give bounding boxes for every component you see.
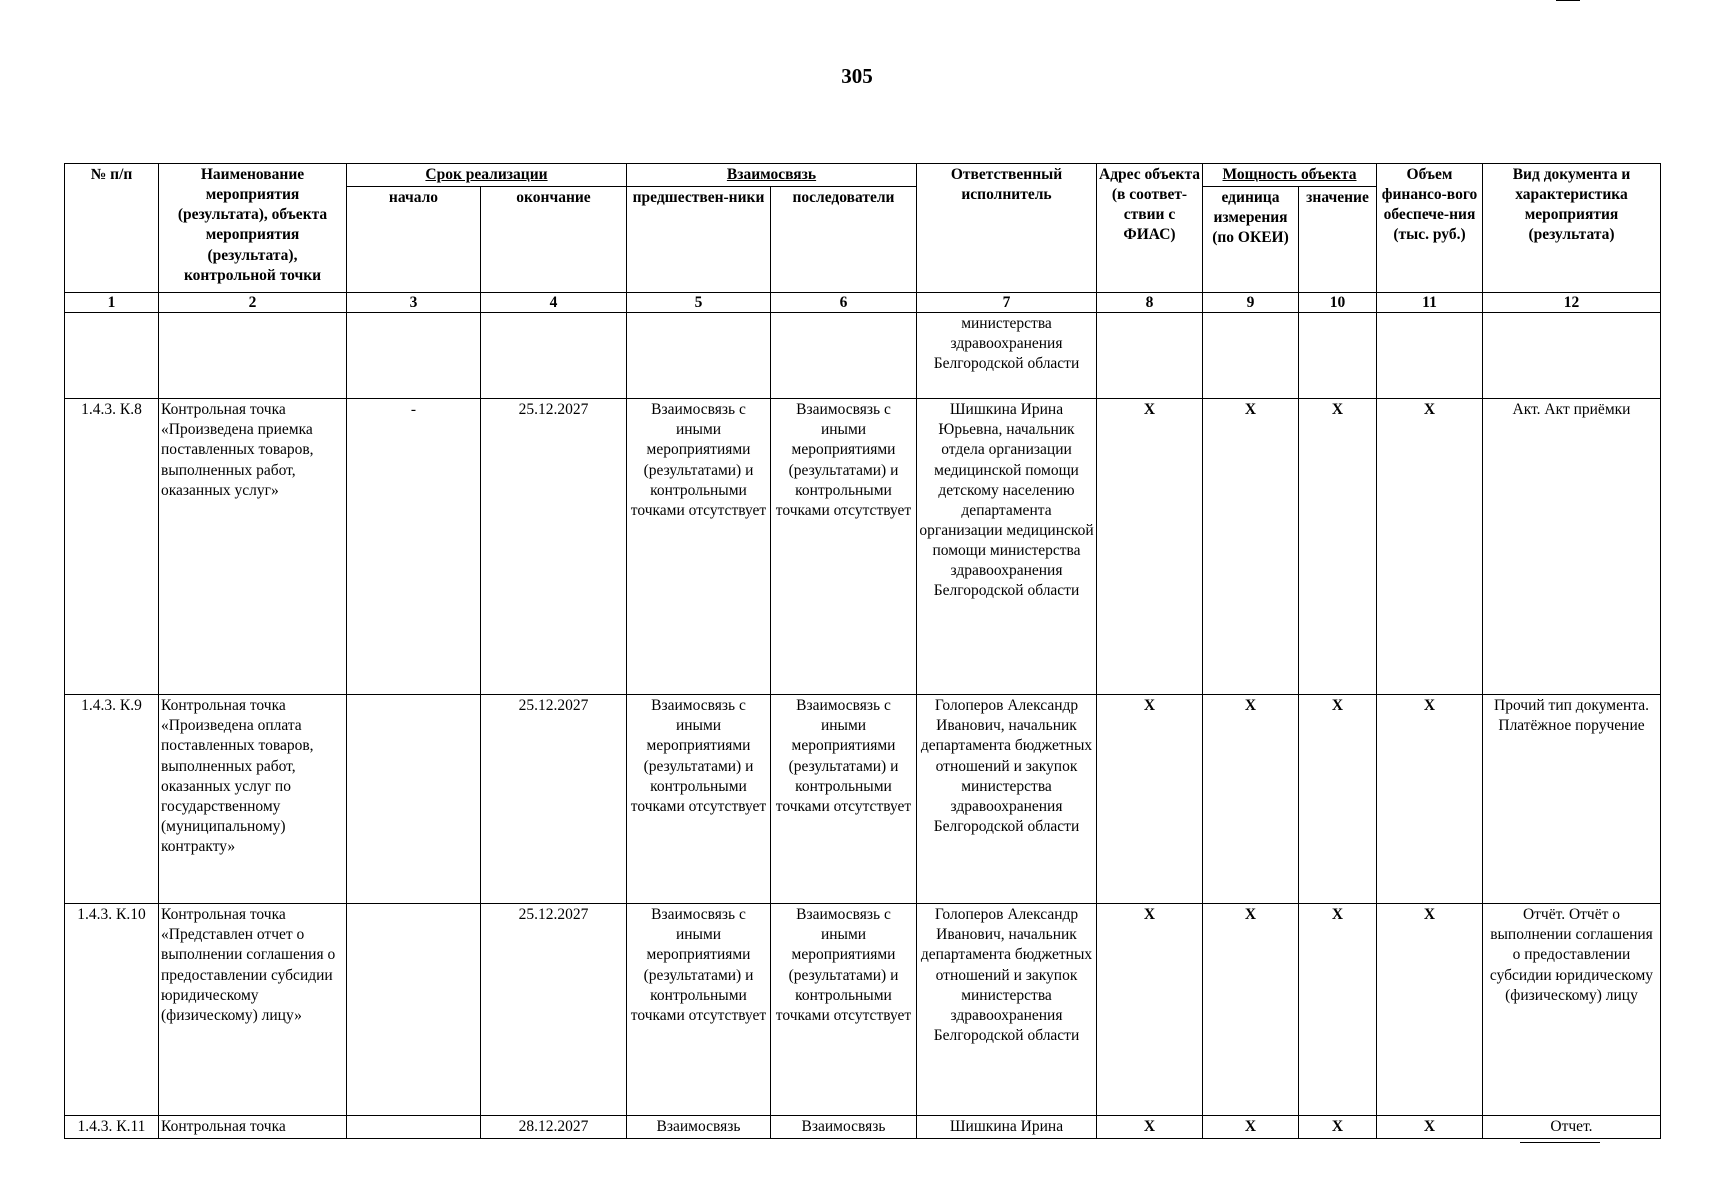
header-num: № п/п (65, 164, 159, 293)
cell-name: Контрольная точка «Произведена приемка поставленных товаров, выполненных работ, оказанных услуг» (159, 399, 347, 695)
column-number: 5 (627, 293, 771, 313)
cell-volume: Х (1377, 399, 1483, 695)
header-capacity: Мощность объекта (1203, 164, 1377, 187)
cell-next: Взаимосвязь с иными мероприятиями (результатами) и контрольными точками отсутствует (771, 904, 917, 1116)
cell-unit (1203, 313, 1299, 399)
scan-mark-line (1556, 0, 1580, 1)
column-number: 7 (917, 293, 1097, 313)
cell-doc: Отчет. (1483, 1116, 1661, 1139)
column-number: 3 (347, 293, 481, 313)
cell-address: Х (1097, 1116, 1203, 1139)
cell-prev: Взаимосвязь с иными мероприятиями (результатами) и контрольными точками отсутствует (627, 904, 771, 1116)
cell-volume: Х (1377, 695, 1483, 904)
column-number: 11 (1377, 293, 1483, 313)
cell-end: 25.12.2027 (481, 695, 627, 904)
cell-doc: Прочий тип документа. Платёжное поручение (1483, 695, 1661, 904)
cell-end: 28.12.2027 (481, 1116, 627, 1139)
header-relation-prev: предшествен-ники (627, 187, 771, 293)
cell-doc: Отчёт. Отчёт о выполнении соглашения о предоставлении субсидии юридическому (физическому) лицу (1483, 904, 1661, 1116)
cell-num: 1.4.3. К.8 (65, 399, 159, 695)
cell-executor: Голоперов Александр Иванович, начальник департамента бюджетных отношений и закупок министерства здравоохранения Белгородской области (917, 695, 1097, 904)
cell-volume: Х (1377, 1116, 1483, 1139)
cell-address: Х (1097, 399, 1203, 695)
header-period-end: окончание (481, 187, 627, 293)
header-volume: Объем финансо-вого обеспече-ния (тыс. руб.) (1377, 164, 1483, 293)
cell-executor: Шишкина Ирина Юрьевна, начальник отдела организации медицинской помощи детскому населению департамента организации медицинской помощи министерства здравоохранения Белгородской области (917, 399, 1097, 695)
column-number: 6 (771, 293, 917, 313)
cell-num: 1.4.3. К.10 (65, 904, 159, 1116)
cell-value: Х (1299, 904, 1377, 1116)
cell-name (159, 313, 347, 399)
cell-executor: Шишкина Ирина (917, 1116, 1097, 1139)
cell-doc (1483, 313, 1661, 399)
cell-unit: Х (1203, 904, 1299, 1116)
table-row (65, 1116, 1661, 1139)
column-number: 2 (159, 293, 347, 313)
cell-next: Взаимосвязь с иными мероприятиями (результатами) и контрольными точками отсутствует (771, 399, 917, 695)
table-row (65, 313, 1661, 399)
cell-doc: Акт. Акт приёмки (1483, 399, 1661, 695)
cell-value: Х (1299, 399, 1377, 695)
header-doc: Вид документа и характеристика мероприятия (результата) (1483, 164, 1661, 293)
cell-unit: Х (1203, 695, 1299, 904)
header-relation-next: последователи (771, 187, 917, 293)
cell-address (1097, 313, 1203, 399)
cell-prev: Взаимосвязь с иными мероприятиями (результатами) и контрольными точками отсутствует (627, 695, 771, 904)
cell-start (347, 695, 481, 904)
cell-name: Контрольная точка (159, 1116, 347, 1139)
cell-next (771, 313, 917, 399)
table-row (65, 904, 1661, 1116)
table-row (65, 399, 1661, 695)
header-name: Наименование мероприятия (результата), объекта мероприятия (результата), контрольной точки (159, 164, 347, 293)
cell-executor: Голоперов Александр Иванович, начальник департамента бюджетных отношений и закупок министерства здравоохранения Белгородской области (917, 904, 1097, 1116)
header-relation: Взаимосвязь (627, 164, 917, 187)
column-number: 12 (1483, 293, 1661, 313)
cell-address: Х (1097, 695, 1203, 904)
cell-num: 1.4.3. К.11 (65, 1116, 159, 1139)
cell-start (347, 313, 481, 399)
cell-num (65, 313, 159, 399)
column-number: 10 (1299, 293, 1377, 313)
cell-prev: Взаимосвязь с иными мероприятиями (результатами) и контрольными точками отсутствует (627, 399, 771, 695)
column-number: 1 (65, 293, 159, 313)
cell-volume: Х (1377, 904, 1483, 1116)
cell-start (347, 1116, 481, 1139)
cell-next: Взаимосвязь (771, 1116, 917, 1139)
column-number: 4 (481, 293, 627, 313)
cell-address: Х (1097, 904, 1203, 1116)
cell-name: Контрольная точка «Представлен отчет о выполнении соглашения о предоставлении субсидии юридическому (физическому) лицу» (159, 904, 347, 1116)
cell-executor: министерства здравоохранения Белгородской области (917, 313, 1097, 399)
implementation-plan-table (64, 163, 1661, 1139)
cell-prev (627, 313, 771, 399)
cell-unit: Х (1203, 399, 1299, 695)
cell-start: - (347, 399, 481, 695)
cell-value: Х (1299, 695, 1377, 904)
header-executor: Ответственный исполнитель (917, 164, 1097, 293)
column-number: 9 (1203, 293, 1299, 313)
cell-end (481, 313, 627, 399)
cell-start (347, 904, 481, 1116)
header-capacity-value: значение (1299, 187, 1377, 293)
page-number: 305 (841, 64, 873, 88)
column-numbers-row (65, 293, 1661, 313)
cell-unit: Х (1203, 1116, 1299, 1139)
cell-name: Контрольная точка «Произведена оплата поставленных товаров, выполненных работ, оказанных услуг по государственному (муниципальному) контракту» (159, 695, 347, 904)
header-capacity-unit: единица измерения (по ОКЕИ) (1203, 187, 1299, 293)
header-period-start: начало (347, 187, 481, 293)
header-address: Адрес объекта (в соответ-ствии с ФИАС) (1097, 164, 1203, 293)
cell-value: Х (1299, 1116, 1377, 1139)
column-number: 8 (1097, 293, 1203, 313)
header-period: Срок реализации (347, 164, 627, 187)
cell-value (1299, 313, 1377, 399)
scan-mark-line (1520, 1142, 1600, 1143)
cell-next: Взаимосвязь с иными мероприятиями (результатами) и контрольными точками отсутствует (771, 695, 917, 904)
cell-prev: Взаимосвязь (627, 1116, 771, 1139)
cell-end: 25.12.2027 (481, 904, 627, 1116)
cell-volume (1377, 313, 1483, 399)
table-row (65, 695, 1661, 904)
cell-num: 1.4.3. К.9 (65, 695, 159, 904)
cell-end: 25.12.2027 (481, 399, 627, 695)
